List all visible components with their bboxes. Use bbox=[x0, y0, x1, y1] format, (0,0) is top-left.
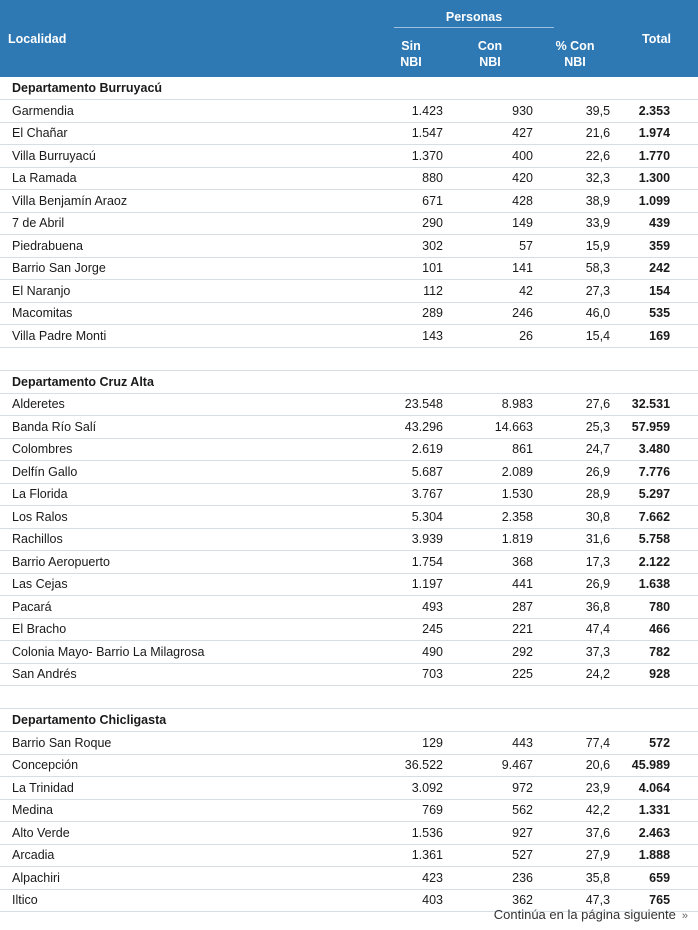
localidad-cell: El Bracho bbox=[0, 618, 377, 641]
continue-note bbox=[494, 907, 688, 922]
pct-con-nbi-cell: 21,6 bbox=[535, 122, 615, 145]
con-nbi-cell: 2.089 bbox=[445, 461, 535, 484]
total-cell: 154 bbox=[615, 280, 698, 303]
table-row bbox=[0, 641, 698, 664]
table-row bbox=[0, 663, 698, 686]
pct-con-nbi-cell: 28,9 bbox=[535, 483, 615, 506]
department-name: Departamento Chicligasta bbox=[0, 709, 698, 732]
double-chevron-right-icon: » bbox=[681, 910, 688, 922]
table-row bbox=[0, 235, 698, 258]
con-nbi-cell: 14.663 bbox=[445, 416, 535, 439]
sin-nbi-cell: 1.547 bbox=[377, 122, 445, 145]
table-row bbox=[0, 528, 698, 551]
total-cell: 439 bbox=[615, 212, 698, 235]
header-pct-con-nbi: % Con NBI bbox=[535, 30, 615, 77]
total-cell: 2.353 bbox=[615, 100, 698, 123]
table-row bbox=[0, 732, 698, 755]
pct-con-nbi-cell: 35,8 bbox=[535, 867, 615, 890]
department-name: Departamento Burruyacú bbox=[0, 77, 698, 100]
table-row bbox=[0, 100, 698, 123]
pct-con-nbi-cell: 27,9 bbox=[535, 844, 615, 867]
sin-nbi-cell: 23.548 bbox=[377, 393, 445, 416]
total-cell: 32.531 bbox=[615, 393, 698, 416]
header-con-nbi: Con NBI bbox=[445, 30, 535, 77]
pct-con-nbi-cell: 22,6 bbox=[535, 145, 615, 168]
pct-con-nbi-cell: 42,2 bbox=[535, 799, 615, 822]
total-cell: 1.099 bbox=[615, 190, 698, 213]
department-name: Departamento Cruz Alta bbox=[0, 370, 698, 393]
section-spacer bbox=[0, 347, 698, 370]
sin-nbi-cell: 3.939 bbox=[377, 528, 445, 551]
pct-con-nbi-cell: 37,6 bbox=[535, 822, 615, 845]
table-row bbox=[0, 145, 698, 168]
con-nbi-cell: 26 bbox=[445, 325, 535, 348]
header-personas bbox=[377, 0, 615, 30]
total-cell: 169 bbox=[615, 325, 698, 348]
pct-con-nbi-cell: 26,9 bbox=[535, 573, 615, 596]
total-cell: 359 bbox=[615, 235, 698, 258]
pct-con-nbi-cell: 38,9 bbox=[535, 190, 615, 213]
table-row bbox=[0, 483, 698, 506]
table-row bbox=[0, 438, 698, 461]
table-row bbox=[0, 280, 698, 303]
localidad-cell: El Naranjo bbox=[0, 280, 377, 303]
total-cell: 782 bbox=[615, 641, 698, 664]
con-nbi-cell: 1.530 bbox=[445, 483, 535, 506]
sin-nbi-cell: 3.767 bbox=[377, 483, 445, 506]
con-nbi-cell: 427 bbox=[445, 122, 535, 145]
sin-nbi-cell: 5.687 bbox=[377, 461, 445, 484]
table-row bbox=[0, 325, 698, 348]
sin-nbi-cell: 112 bbox=[377, 280, 445, 303]
localidad-cell: La Ramada bbox=[0, 167, 377, 190]
pct-con-nbi-cell: 30,8 bbox=[535, 506, 615, 529]
con-nbi-cell: 149 bbox=[445, 212, 535, 235]
sin-nbi-cell: 245 bbox=[377, 618, 445, 641]
con-nbi-cell: 400 bbox=[445, 145, 535, 168]
department-row bbox=[0, 77, 698, 100]
sin-nbi-cell: 490 bbox=[377, 641, 445, 664]
pct-con-nbi-cell: 20,6 bbox=[535, 754, 615, 777]
con-nbi-cell: 562 bbox=[445, 799, 535, 822]
table-row bbox=[0, 461, 698, 484]
localidad-cell: Barrio San Jorge bbox=[0, 257, 377, 280]
con-nbi-cell: 441 bbox=[445, 573, 535, 596]
localidad-cell: El Chañar bbox=[0, 122, 377, 145]
pct-con-nbi-cell: 15,9 bbox=[535, 235, 615, 258]
con-nbi-cell: 292 bbox=[445, 641, 535, 664]
con-nbi-cell: 57 bbox=[445, 235, 535, 258]
pct-con-nbi-cell: 58,3 bbox=[535, 257, 615, 280]
department-row bbox=[0, 370, 698, 393]
con-nbi-cell: 42 bbox=[445, 280, 535, 303]
con-nbi-cell: 368 bbox=[445, 551, 535, 574]
table-row bbox=[0, 190, 698, 213]
table-row bbox=[0, 799, 698, 822]
total-cell: 659 bbox=[615, 867, 698, 890]
pct-con-nbi-cell: 32,3 bbox=[535, 167, 615, 190]
pct-con-nbi-cell: 26,9 bbox=[535, 461, 615, 484]
localidad-cell: Villa Benjamín Araoz bbox=[0, 190, 377, 213]
con-nbi-cell: 287 bbox=[445, 596, 535, 619]
pct-con-nbi-cell: 24,7 bbox=[535, 438, 615, 461]
total-cell: 572 bbox=[615, 732, 698, 755]
header-total: Total bbox=[615, 0, 698, 77]
sin-nbi-cell: 1.423 bbox=[377, 100, 445, 123]
sin-nbi-cell: 403 bbox=[377, 889, 445, 912]
con-nbi-cell: 1.819 bbox=[445, 528, 535, 551]
total-cell: 535 bbox=[615, 302, 698, 325]
localidad-cell: Pacará bbox=[0, 596, 377, 619]
total-cell: 1.331 bbox=[615, 799, 698, 822]
pct-con-nbi-cell: 47,3 bbox=[535, 889, 615, 912]
localidad-cell: San Andrés bbox=[0, 663, 377, 686]
table-row bbox=[0, 212, 698, 235]
con-nbi-cell: 9.467 bbox=[445, 754, 535, 777]
con-nbi-cell: 443 bbox=[445, 732, 535, 755]
sin-nbi-cell: 1.536 bbox=[377, 822, 445, 845]
department-row bbox=[0, 709, 698, 732]
sin-nbi-cell: 1.754 bbox=[377, 551, 445, 574]
localidad-cell: Alderetes bbox=[0, 393, 377, 416]
localidad-cell: Alto Verde bbox=[0, 822, 377, 845]
sin-nbi-cell: 129 bbox=[377, 732, 445, 755]
sin-nbi-cell: 3.092 bbox=[377, 777, 445, 800]
localidad-cell: Medina bbox=[0, 799, 377, 822]
table-row bbox=[0, 257, 698, 280]
localidad-cell: Garmendia bbox=[0, 100, 377, 123]
total-cell: 5.758 bbox=[615, 528, 698, 551]
sin-nbi-cell: 880 bbox=[377, 167, 445, 190]
table-row bbox=[0, 867, 698, 890]
pct-con-nbi-cell: 17,3 bbox=[535, 551, 615, 574]
total-cell: 2.122 bbox=[615, 551, 698, 574]
sin-nbi-cell: 101 bbox=[377, 257, 445, 280]
sin-nbi-cell: 671 bbox=[377, 190, 445, 213]
table-row bbox=[0, 416, 698, 439]
localidad-cell: Villa Burruyacú bbox=[0, 145, 377, 168]
localidad-cell: Banda Río Salí bbox=[0, 416, 377, 439]
con-nbi-cell: 972 bbox=[445, 777, 535, 800]
localidad-cell: Rachillos bbox=[0, 528, 377, 551]
table-header bbox=[0, 0, 698, 77]
pct-con-nbi-cell: 47,4 bbox=[535, 618, 615, 641]
localidad-cell: Piedrabuena bbox=[0, 235, 377, 258]
sin-nbi-cell: 290 bbox=[377, 212, 445, 235]
sin-nbi-cell: 703 bbox=[377, 663, 445, 686]
con-nbi-cell: 141 bbox=[445, 257, 535, 280]
pct-con-nbi-cell: 39,5 bbox=[535, 100, 615, 123]
total-cell: 45.989 bbox=[615, 754, 698, 777]
table-row bbox=[0, 844, 698, 867]
table-row bbox=[0, 573, 698, 596]
table-row bbox=[0, 122, 698, 145]
localidad-cell: Villa Padre Monti bbox=[0, 325, 377, 348]
localidad-cell: 7 de Abril bbox=[0, 212, 377, 235]
pct-con-nbi-cell: 37,3 bbox=[535, 641, 615, 664]
total-cell: 2.463 bbox=[615, 822, 698, 845]
total-cell: 1.888 bbox=[615, 844, 698, 867]
pct-con-nbi-cell: 33,9 bbox=[535, 212, 615, 235]
table-row bbox=[0, 302, 698, 325]
localidad-cell: Arcadia bbox=[0, 844, 377, 867]
total-cell: 1.770 bbox=[615, 145, 698, 168]
total-cell: 3.480 bbox=[615, 438, 698, 461]
localidad-cell: La Florida bbox=[0, 483, 377, 506]
table-row bbox=[0, 167, 698, 190]
sin-nbi-cell: 302 bbox=[377, 235, 445, 258]
table-row bbox=[0, 596, 698, 619]
localidad-cell: Alpachiri bbox=[0, 867, 377, 890]
total-cell: 1.638 bbox=[615, 573, 698, 596]
localidad-cell: Delfín Gallo bbox=[0, 461, 377, 484]
con-nbi-cell: 246 bbox=[445, 302, 535, 325]
sin-nbi-cell: 36.522 bbox=[377, 754, 445, 777]
table-row bbox=[0, 618, 698, 641]
total-cell: 57.959 bbox=[615, 416, 698, 439]
localidad-cell: Colonia Mayo- Barrio La Milagrosa bbox=[0, 641, 377, 664]
total-cell: 466 bbox=[615, 618, 698, 641]
con-nbi-cell: 236 bbox=[445, 867, 535, 890]
sin-nbi-cell: 2.619 bbox=[377, 438, 445, 461]
localidad-cell: Macomitas bbox=[0, 302, 377, 325]
total-cell: 928 bbox=[615, 663, 698, 686]
con-nbi-cell: 927 bbox=[445, 822, 535, 845]
pct-con-nbi-cell: 27,3 bbox=[535, 280, 615, 303]
total-cell: 7.662 bbox=[615, 506, 698, 529]
table-row bbox=[0, 754, 698, 777]
pct-con-nbi-cell: 27,6 bbox=[535, 393, 615, 416]
localidad-cell: Las Cejas bbox=[0, 573, 377, 596]
pct-con-nbi-cell: 23,9 bbox=[535, 777, 615, 800]
con-nbi-cell: 420 bbox=[445, 167, 535, 190]
header-sin-nbi: Sin NBI bbox=[377, 30, 445, 77]
localidad-cell: Los Ralos bbox=[0, 506, 377, 529]
total-cell: 7.776 bbox=[615, 461, 698, 484]
con-nbi-cell: 428 bbox=[445, 190, 535, 213]
con-nbi-cell: 362 bbox=[445, 889, 535, 912]
sin-nbi-cell: 423 bbox=[377, 867, 445, 890]
sin-nbi-cell: 769 bbox=[377, 799, 445, 822]
localidad-cell: La Trinidad bbox=[0, 777, 377, 800]
sin-nbi-cell: 493 bbox=[377, 596, 445, 619]
table-row bbox=[0, 506, 698, 529]
pct-con-nbi-cell: 46,0 bbox=[535, 302, 615, 325]
sin-nbi-cell: 1.361 bbox=[377, 844, 445, 867]
total-cell: 1.300 bbox=[615, 167, 698, 190]
table-body bbox=[0, 77, 698, 912]
total-cell: 1.974 bbox=[615, 122, 698, 145]
pct-con-nbi-cell: 77,4 bbox=[535, 732, 615, 755]
sin-nbi-cell: 289 bbox=[377, 302, 445, 325]
sin-nbi-cell: 43.296 bbox=[377, 416, 445, 439]
table-row bbox=[0, 822, 698, 845]
total-cell: 765 bbox=[615, 889, 698, 912]
con-nbi-cell: 221 bbox=[445, 618, 535, 641]
sin-nbi-cell: 143 bbox=[377, 325, 445, 348]
sin-nbi-cell: 1.370 bbox=[377, 145, 445, 168]
pct-con-nbi-cell: 31,6 bbox=[535, 528, 615, 551]
header-personas-label: Personas bbox=[394, 10, 554, 28]
con-nbi-cell: 930 bbox=[445, 100, 535, 123]
con-nbi-cell: 8.983 bbox=[445, 393, 535, 416]
section-spacer bbox=[0, 686, 698, 709]
pct-con-nbi-cell: 15,4 bbox=[535, 325, 615, 348]
pct-con-nbi-cell: 25,3 bbox=[535, 416, 615, 439]
total-cell: 4.064 bbox=[615, 777, 698, 800]
con-nbi-cell: 861 bbox=[445, 438, 535, 461]
total-cell: 780 bbox=[615, 596, 698, 619]
localidad-cell: Barrio Aeropuerto bbox=[0, 551, 377, 574]
sin-nbi-cell: 1.197 bbox=[377, 573, 445, 596]
total-cell: 242 bbox=[615, 257, 698, 280]
con-nbi-cell: 527 bbox=[445, 844, 535, 867]
con-nbi-cell: 225 bbox=[445, 663, 535, 686]
localidad-cell: Barrio San Roque bbox=[0, 732, 377, 755]
pct-con-nbi-cell: 24,2 bbox=[535, 663, 615, 686]
localidad-cell: Concepción bbox=[0, 754, 377, 777]
table-row bbox=[0, 777, 698, 800]
localidad-cell: Colombres bbox=[0, 438, 377, 461]
sin-nbi-cell: 5.304 bbox=[377, 506, 445, 529]
pct-con-nbi-cell: 36,8 bbox=[535, 596, 615, 619]
total-cell: 5.297 bbox=[615, 483, 698, 506]
localidad-cell: Iltico bbox=[0, 889, 377, 912]
table-row bbox=[0, 393, 698, 416]
header-localidad: Localidad bbox=[0, 0, 377, 77]
continue-text: Continúa en la página siguiente bbox=[493, 907, 676, 922]
con-nbi-cell: 2.358 bbox=[445, 506, 535, 529]
table-row bbox=[0, 551, 698, 574]
